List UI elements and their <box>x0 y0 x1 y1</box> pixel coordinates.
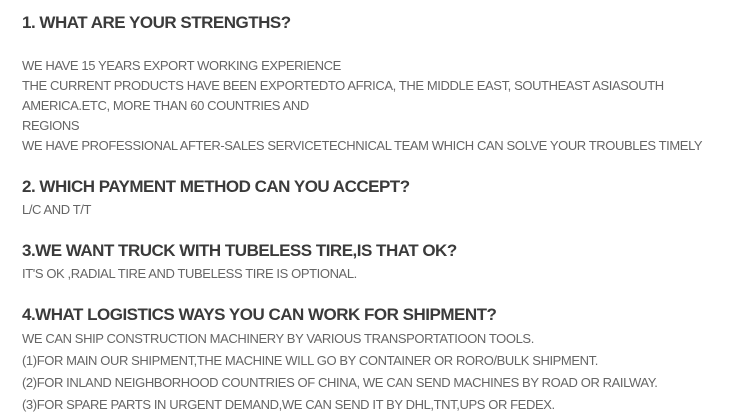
faq-section-tubeless-tire <box>22 241 750 284</box>
answer-line: IT'S OK ,RADIAL TIRE AND TUBELESS TIRE IS OPTIONAL. <box>22 266 357 281</box>
faq-question-3: 3.WE WANT TRUCK WITH TUBELESS TIRE,IS THAT OK? <box>22 241 457 260</box>
faq-question-2: 2. WHICH PAYMENT METHOD CAN YOU ACCEPT? <box>22 177 410 196</box>
faq-answer-2 <box>22 200 750 220</box>
faq-section-logistics <box>22 305 750 416</box>
faq-question-4: 4.WHAT LOGISTICS WAYS YOU CAN WORK FOR SHIPMENT? <box>22 305 497 324</box>
answer-line: (3)FOR SPARE PARTS IN URGENT DEMAND,WE CAN SEND IT BY DHL,TNT,UPS OR FEDEX. <box>22 397 555 412</box>
answer-line: WE HAVE PROFESSIONAL AFTER-SALES SERVICETECHNICAL TEAM WHICH CAN SOLVE YOUR TROUBLES TIMELY <box>22 138 703 153</box>
answer-line: THE CURRENT PRODUCTS HAVE BEEN EXPORTEDTO AFRICA, THE MIDDLE EAST, SOUTHEAST ASIASOUTH <box>22 78 664 93</box>
answer-line: L/C AND T/T <box>22 202 92 217</box>
answer-line: (1)FOR MAIN OUR SHIPMENT,THE MACHINE WILL GO BY CONTAINER OR RORO/BULK SHIPMENT. <box>22 353 598 368</box>
faq-question-1: 1. WHAT ARE YOUR STRENGTHS? <box>22 13 291 32</box>
answer-line: WE CAN SHIP CONSTRUCTION MACHINERY BY VARIOUS TRANSPORTATIOON TOOLS. <box>22 331 534 346</box>
answer-line: REGIONS <box>22 118 80 133</box>
answer-line: WE HAVE 15 YEARS EXPORT WORKING EXPERIENCE <box>22 58 341 73</box>
faq-section-payment <box>22 177 750 220</box>
faq-section-strengths <box>22 13 750 156</box>
answer-line: AMERICA.ETC, MORE THAN 60 COUNTRIES AND <box>22 98 309 113</box>
answer-line: (2)FOR INLAND NEIGHBORHOOD COUNTRIES OF CHINA, WE CAN SEND MACHINES BY ROAD OR RAILWAY. <box>22 375 658 390</box>
faq-answer-3 <box>22 264 750 284</box>
faq-answer-4 <box>22 328 750 416</box>
faq-answer-1 <box>22 56 750 156</box>
